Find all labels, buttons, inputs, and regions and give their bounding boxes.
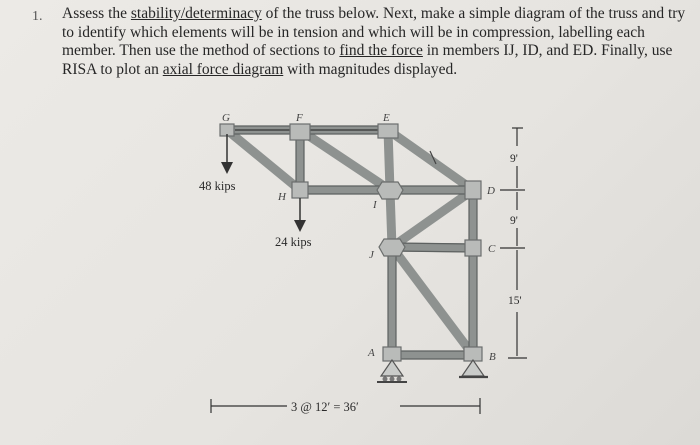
- load-label-24: 24 kips: [275, 235, 312, 249]
- problem-text-3: in members IJ, ID, and ED. Finally, use RISA to plot an: [62, 42, 673, 78]
- member-FI: [300, 130, 390, 190]
- label-F: F: [296, 112, 303, 124]
- load-label-48: 48 kips: [199, 179, 236, 193]
- underlined-axial-force-diagram: axial force diagram: [162, 60, 284, 78]
- label-G: G: [222, 112, 230, 124]
- joint-B: [464, 347, 482, 361]
- dim-label-9-mid: 9': [510, 215, 518, 227]
- joint-A: [383, 347, 401, 361]
- support-B: [459, 360, 488, 377]
- dim-label-9-top: 9': [510, 153, 518, 165]
- label-H: H: [278, 191, 286, 203]
- label-I: I: [373, 199, 377, 211]
- label-E: E: [383, 112, 390, 124]
- joint-E: [378, 124, 398, 138]
- underlined-find-force: find the force: [339, 42, 423, 59]
- label-A: A: [368, 347, 375, 359]
- underlined-stability: stability/determinacy: [130, 5, 262, 22]
- member-ED: [388, 130, 473, 190]
- label-J: J: [369, 249, 374, 261]
- label-C: C: [488, 243, 496, 255]
- label-D: D: [487, 185, 495, 197]
- joint-H: [292, 182, 308, 198]
- joint-C: [465, 240, 481, 256]
- member-GH: [227, 130, 300, 190]
- support-A: [377, 360, 407, 382]
- problem-text-4: with magnitudes displayed.: [283, 60, 458, 78]
- member-JD: [392, 190, 473, 247]
- joint-F: [290, 124, 310, 140]
- span-label: 3 @ 12′ = 36′: [291, 400, 359, 414]
- dim-label-15: 15': [508, 295, 522, 307]
- joint-D: [465, 181, 481, 199]
- member-IE: [388, 130, 390, 190]
- member-JB: [392, 247, 473, 355]
- problem-text-1: Assess the: [62, 5, 131, 22]
- joint-J: [379, 239, 405, 256]
- problem-number: 1.: [32, 9, 43, 24]
- label-B: B: [489, 351, 496, 363]
- problem-text-2: of the truss below. Next, make a simple diagram of the truss and try to identify which elements will be in tension and which will be in compression, labelling each member. Then use the method of sections to: [62, 5, 686, 59]
- dimension-labels: [508, 153, 522, 307]
- joint-I: [377, 182, 403, 199]
